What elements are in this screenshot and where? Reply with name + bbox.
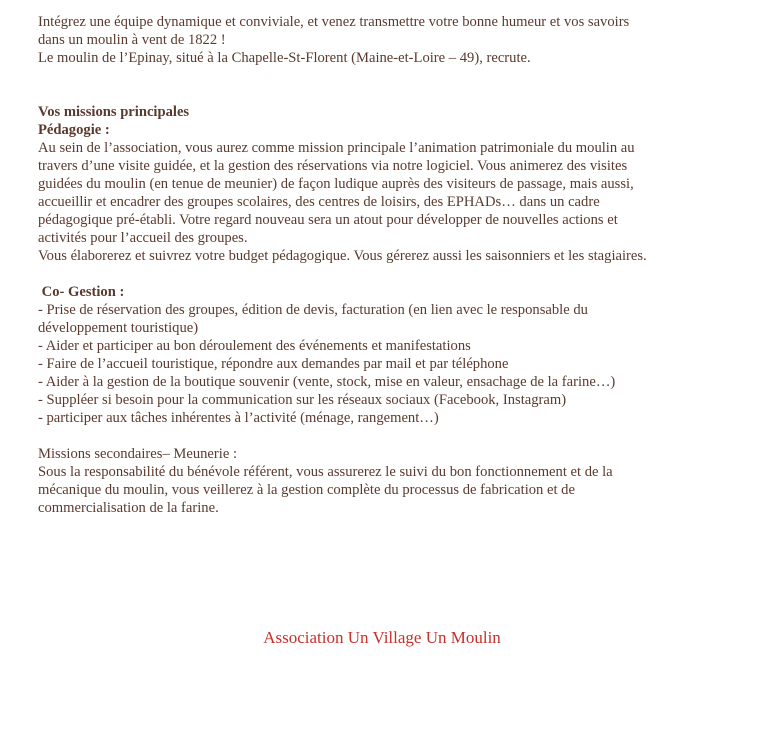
- spacer: [38, 265, 728, 283]
- pedagogie-line: travers d’une visite guidée, et la gestion des réservations via notre logiciel. Vous animerez des visites: [38, 158, 628, 174]
- missions-heading: Vos missions principales: [38, 104, 190, 120]
- cogestion-item: - Suppléer si besoin pour la communication sur les réseaux sociaux (Facebook, Instagram): [38, 392, 567, 408]
- pedagogie-line: pédagogique pré-établi. Votre regard nouveau sera un atout pour développer de nouvelles actions et: [38, 212, 618, 228]
- spacer: [38, 85, 728, 103]
- cogestion-item: - participer aux tâches inhérentes à l’activité (ménage, rangement…): [38, 410, 439, 426]
- cogestion-item: - Prise de réservation des groupes, édition de devis, facturation (en lien avec le responsable du: [38, 302, 588, 318]
- pedagogie-line: Vous élaborerez et suivrez votre budget pédagogique. Vous gérerez aussi les saisonniers et les stagiaires.: [38, 248, 647, 264]
- cogestion-item: développement touristique): [38, 320, 199, 336]
- pedagogie-line: Au sein de l’association, vous aurez comme mission principale l’animation patrimoniale du moulin au: [38, 140, 635, 156]
- pedagogie-heading: Pédagogie :: [38, 122, 110, 138]
- cogestion-item: - Faire de l’accueil touristique, répondre aux demandes par mail et par téléphone: [38, 356, 509, 372]
- pedagogie-line: accueillir et encadrer des groupes scolaires, des centres de loisirs, des EPHADs… dans un cadre: [38, 194, 600, 210]
- pedagogie-line: guidées du moulin (en tenue de meunier) de façon ludique auprès des visiteurs de passage, mais aussi,: [38, 176, 634, 192]
- job-offer-document: [38, 13, 728, 517]
- cogestion-heading: Co- Gestion :: [38, 284, 125, 300]
- secondaires-line: commercialisation de la farine.: [38, 500, 219, 516]
- pedagogie-line: activités pour l’accueil des groupes.: [38, 230, 248, 246]
- intro-line-3: Le moulin de l’Epinay, situé à la Chapelle-St-Florent (Maine-et-Loire – 49), recrute.: [38, 50, 531, 66]
- spacer: [38, 427, 728, 445]
- intro-line-1: Intégrez une équipe dynamique et conviviale, et venez transmettre votre bonne humeur et vos savoirs: [38, 14, 630, 30]
- association-name: Association Un Village Un Moulin: [263, 628, 501, 647]
- spacer: [38, 67, 728, 85]
- secondaires-line: mécanique du moulin, vous veillerez à la gestion complète du processus de fabrication et de: [38, 482, 575, 498]
- cogestion-item: - Aider à la gestion de la boutique souvenir (vente, stock, mise en valeur, ensachage de la farine…): [38, 374, 616, 390]
- secondaires-line: Sous la responsabilité du bénévole référent, vous assurerez le suivi du bon fonctionnement et de la: [38, 464, 613, 480]
- secondaires-heading: Missions secondaires– Meunerie :: [38, 446, 238, 462]
- intro-line-2: dans un moulin à vent de 1822 !: [38, 32, 226, 48]
- cogestion-item: - Aider et participer au bon déroulement des événements et manifestations: [38, 338, 471, 354]
